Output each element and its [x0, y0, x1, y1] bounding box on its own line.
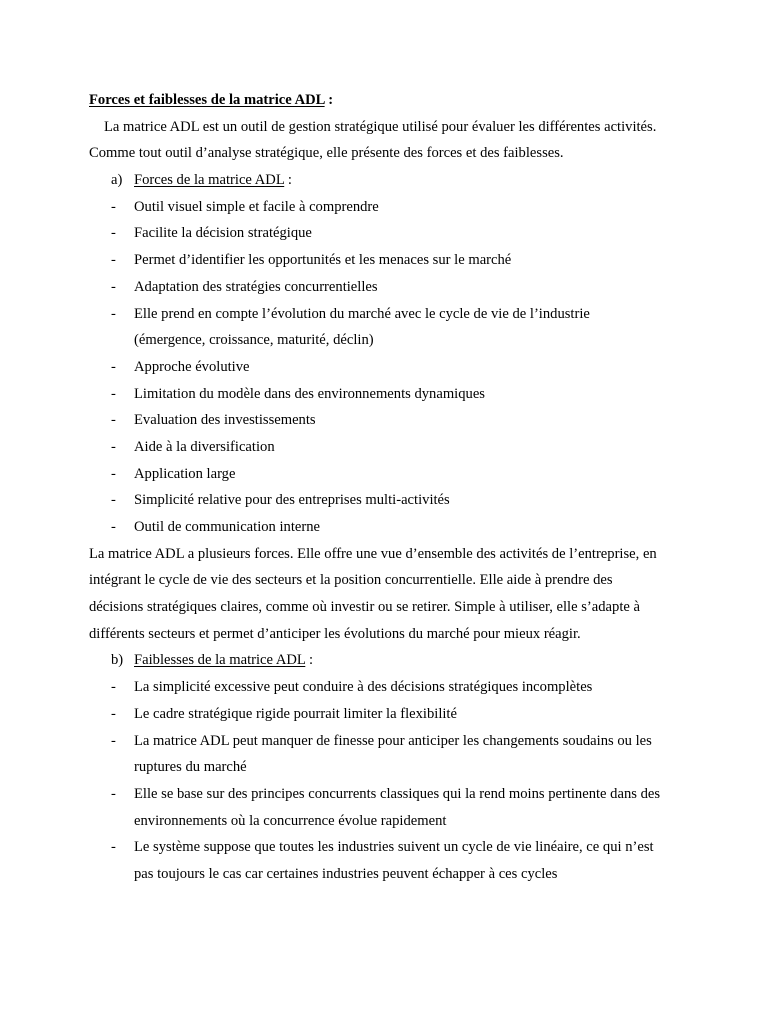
intro-line: La matrice ADL est un outil de gestion stratégique utilisé pour évaluer les différentes activités. [104, 118, 657, 135]
list-marker: b) [111, 652, 124, 669]
list-item [89, 381, 689, 408]
list-item [89, 434, 689, 461]
list-marker: a) [111, 172, 123, 189]
list-item [89, 674, 689, 701]
bullet-dash: - [111, 679, 116, 696]
list-item-text: environnements où la concurrence évolue rapidement [134, 812, 447, 829]
subsection-title: Forces de la matrice ADL [134, 172, 285, 189]
bullet-dash: - [111, 385, 116, 402]
bullet-dash: - [111, 278, 116, 295]
bullet-dash: - [111, 785, 116, 802]
list-item-text: Limitation du modèle dans des environnements dynamiques [134, 385, 485, 402]
list-item-text: Outil de communication interne [134, 519, 321, 535]
bullet-dash: - [111, 465, 116, 482]
list-item-text: ruptures du marché [134, 759, 247, 776]
bullet-dash: - [111, 438, 116, 455]
heading-suffix: : [324, 92, 334, 108]
list-item-text: Le cadre stratégique rigide pourrait limiter la flexibilité [134, 705, 457, 722]
list-item-text: Permet d’identifier les opportunités et les menaces sur le marché [134, 252, 512, 269]
list-item [89, 407, 689, 434]
list-item-text: (émergence, croissance, maturité, déclin) [134, 332, 374, 349]
bullet-dash: - [111, 305, 116, 322]
document-body [89, 87, 689, 888]
list-item [89, 461, 689, 488]
list-item [89, 301, 689, 328]
heading-title: Forces et faiblesses de la matrice ADL [89, 92, 325, 108]
list-item-text: Elle se base sur des principes concurrents classiques qui la rend moins pertinente dans des [134, 785, 661, 802]
list-item [89, 194, 689, 221]
bullet-dash: - [111, 198, 116, 215]
list-item-text: Simplicité relative pour des entreprises multi-activités [134, 492, 450, 509]
list-item-text: Adaptation des stratégies concurrentielles [134, 278, 378, 295]
list-item [89, 220, 689, 247]
list-item [89, 514, 689, 541]
list-item [89, 247, 689, 274]
bullet-dash: - [111, 492, 116, 509]
list-item [89, 354, 689, 381]
list-item-text: La simplicité excessive peut conduire à des décisions stratégiques incomplètes [134, 679, 593, 696]
bullet-dash: - [111, 705, 116, 722]
list-item-text: pas toujours le cas car certaines industries peuvent échapper à ces cycles [134, 865, 558, 882]
bullet-dash: - [111, 839, 116, 856]
subsection-suffix: : [305, 652, 313, 669]
list-item-text: Application large [134, 465, 236, 482]
summary-line: intégrant le cycle de vie des secteurs et la position concurrentielle. Elle aide à prendre des [89, 572, 613, 589]
subsection-title: Faiblesses de la matrice ADL [134, 652, 306, 669]
list-item-text: Le système suppose que toutes les industries suivent un cycle de vie linéaire, ce qui n’est [134, 839, 654, 856]
bullet-dash: - [111, 732, 116, 749]
list-item-text: La matrice ADL peut manquer de finesse pour anticiper les changements soudains ou les [134, 732, 652, 749]
summary-line: décisions stratégiques claires, comme où investir ou se retirer. Simple à utiliser, elle s’adapte à [89, 599, 640, 616]
list-item [89, 487, 689, 514]
list-item-continuation [89, 808, 689, 835]
list-item-continuation [89, 861, 689, 888]
subsection-suffix: : [284, 172, 292, 189]
list-item [89, 728, 689, 755]
list-item-continuation [89, 754, 689, 781]
bullet-dash: - [111, 358, 116, 375]
list-item-text: Facilite la décision stratégique [134, 225, 312, 242]
list-item [89, 834, 689, 861]
subsection-heading-forces [89, 167, 689, 194]
list-item-text: Outil visuel simple et facile à comprendre [134, 198, 379, 215]
list-item [89, 274, 689, 301]
bullet-dash: - [111, 225, 116, 242]
list-item [89, 781, 689, 808]
section-heading [89, 87, 689, 114]
summary-line: différents secteurs et permet d’anticiper les évolutions du marché pour mieux réagir. [89, 625, 581, 642]
list-item-text: Approche évolutive [134, 358, 250, 375]
list-item-text: Evaluation des investissements [134, 412, 316, 429]
list-item-text: Elle prend en compte l’évolution du marché avec le cycle de vie de l’industrie [134, 305, 590, 322]
list-item [89, 701, 689, 728]
summary-line: La matrice ADL a plusieurs forces. Elle offre une vue d’ensemble des activités de l’entreprise, en [89, 545, 657, 562]
bullet-dash: - [111, 412, 116, 429]
list-item-text: Aide à la diversification [134, 438, 275, 455]
intro-line: Comme tout outil d’analyse stratégique, elle présente des forces et des faiblesses. [89, 145, 564, 162]
subsection-heading-faiblesses [89, 647, 689, 674]
list-item-continuation [89, 327, 689, 354]
bullet-dash: - [111, 519, 116, 535]
bullet-dash: - [111, 252, 116, 269]
